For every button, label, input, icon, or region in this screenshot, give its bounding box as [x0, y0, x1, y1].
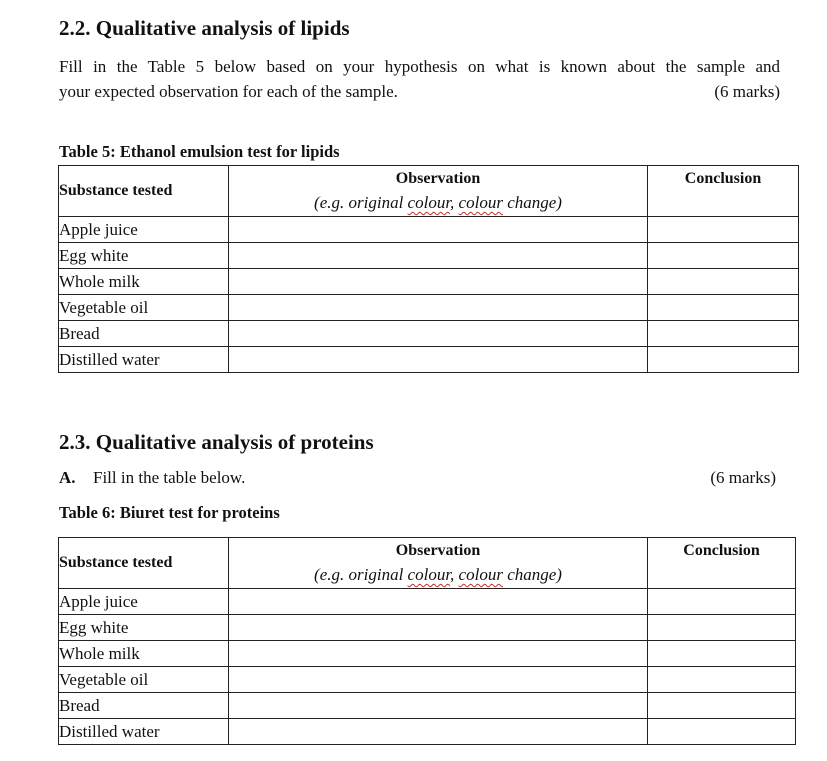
table-row	[59, 693, 796, 719]
table5-hint-word1: colour	[407, 193, 451, 212]
table6-substance-cell: Apple juice	[59, 589, 229, 615]
table6-observation-cell[interactable]	[229, 667, 648, 693]
table6-hint-suffix: change)	[502, 565, 562, 584]
table-row	[59, 641, 796, 667]
table6	[58, 537, 796, 745]
lipids-marks: (6 marks)	[714, 82, 780, 101]
table6-substance-cell: Egg white	[59, 615, 229, 641]
lipids-instruction-line1: Fill in the Table 5 below based on your hypothesis on what is known about the sample and	[59, 57, 780, 76]
table5-hint-middle: ,	[450, 193, 459, 212]
table-row	[59, 217, 799, 243]
table6-conclusion-cell[interactable]	[648, 719, 796, 745]
table5-conclusion-cell[interactable]	[648, 243, 799, 269]
table5-observation-cell[interactable]	[229, 321, 648, 347]
table5-col-observation	[229, 166, 648, 217]
table6-header-row	[59, 538, 796, 589]
table5-hint-prefix: (e.g. original	[314, 193, 408, 212]
table6-conclusion-cell[interactable]	[648, 693, 796, 719]
table5-conclusion-cell[interactable]	[648, 321, 799, 347]
table5-col-substance: Substance tested	[59, 166, 229, 217]
table6-observation-cell[interactable]	[229, 641, 648, 667]
table-row	[59, 295, 799, 321]
proteins-item-label: A.	[59, 468, 76, 487]
table6-col-conclusion	[648, 538, 796, 589]
table6-substance-cell: Distilled water	[59, 719, 229, 745]
table5-conclusion-cell[interactable]	[648, 217, 799, 243]
table5-observation-cell[interactable]	[229, 347, 648, 373]
table-row	[59, 589, 796, 615]
table6-observation-hint	[229, 564, 647, 586]
table5-observation-cell[interactable]	[229, 269, 648, 295]
table5-observation-title: Observation	[395, 170, 481, 187]
table-row	[59, 615, 796, 641]
table-row	[59, 667, 796, 693]
table5-conclusion-title: Conclusion	[684, 170, 762, 187]
table5-substance-cell: Egg white	[59, 243, 229, 269]
lipids-heading: 2.2. Qualitative analysis of lipids	[59, 16, 350, 40]
table5-hint-suffix: change)	[502, 193, 562, 212]
table5-observation-hint	[229, 192, 647, 214]
table6-conclusion-cell[interactable]	[648, 641, 796, 667]
table6-substance-cell: Bread	[59, 693, 229, 719]
table6-observation-cell[interactable]	[229, 589, 648, 615]
table5-conclusion-cell[interactable]	[648, 269, 799, 295]
table-row	[59, 719, 796, 745]
table6-conclusion-cell[interactable]	[648, 615, 796, 641]
table5-observation-cell[interactable]	[229, 243, 648, 269]
table6-col-substance: Substance tested	[59, 538, 229, 589]
proteins-item-text: Fill in the table below.	[93, 468, 246, 487]
table6-col-observation	[229, 538, 648, 589]
table5-header-row	[59, 166, 799, 217]
table5-substance-cell: Vegetable oil	[59, 295, 229, 321]
table-row	[59, 243, 799, 269]
proteins-marks: (6 marks)	[710, 468, 776, 487]
table5-hint-word2: colour	[458, 193, 503, 212]
table5-substance-cell: Apple juice	[59, 217, 229, 243]
table6-caption: Table 6: Biuret test for proteins	[59, 503, 280, 522]
table6-observation-title: Observation	[395, 542, 481, 559]
table5-conclusion-cell[interactable]	[648, 347, 799, 373]
proteins-heading: 2.3. Qualitative analysis of proteins	[59, 430, 374, 454]
table5	[58, 165, 799, 373]
table6-hint-word2: colour	[458, 565, 503, 584]
table6-observation-cell[interactable]	[229, 693, 648, 719]
table6-conclusion-cell[interactable]	[648, 589, 796, 615]
table-row	[59, 269, 799, 295]
table5-substance-cell: Distilled water	[59, 347, 229, 373]
table6-conclusion-cell[interactable]	[648, 667, 796, 693]
table5-caption: Table 5: Ethanol emulsion test for lipids	[59, 142, 340, 161]
table6-hint-middle: ,	[450, 565, 459, 584]
table5-observation-cell[interactable]	[229, 295, 648, 321]
table6-substance-cell: Whole milk	[59, 641, 229, 667]
table5-substance-cell: Bread	[59, 321, 229, 347]
table6-conclusion-title: Conclusion	[683, 542, 760, 559]
lipids-instructions	[59, 54, 780, 104]
table5-substance-cell: Whole milk	[59, 269, 229, 295]
table6-substance-cell: Vegetable oil	[59, 667, 229, 693]
table5-conclusion-cell[interactable]	[648, 295, 799, 321]
table5-observation-cell[interactable]	[229, 217, 648, 243]
table-row	[59, 347, 799, 373]
table6-hint-prefix: (e.g. original	[314, 565, 408, 584]
table6-observation-cell[interactable]	[229, 719, 648, 745]
table6-hint-word1: colour	[407, 565, 451, 584]
table6-observation-cell[interactable]	[229, 615, 648, 641]
table5-col-conclusion	[648, 166, 799, 217]
table-row	[59, 321, 799, 347]
lipids-instruction-line2: your expected observation for each of the sample.	[59, 82, 398, 101]
